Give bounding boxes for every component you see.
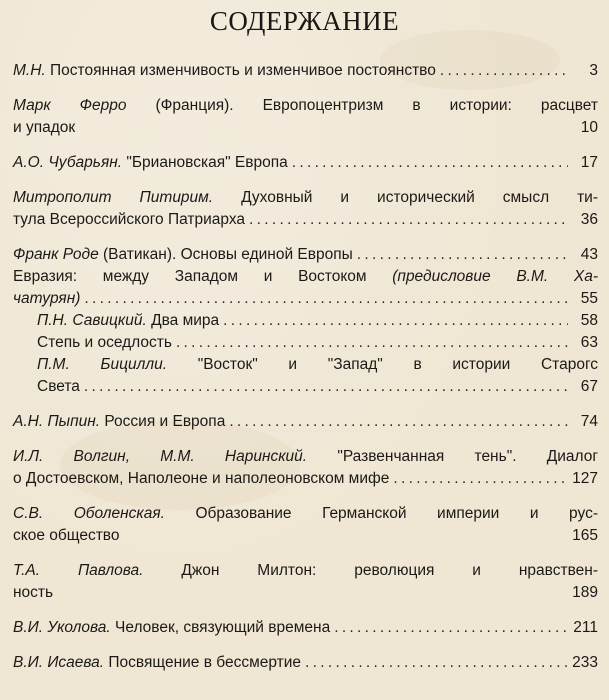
entry-page-number: 43 — [580, 246, 598, 263]
entry-title: (Ватикан). Основы единой Европы — [98, 246, 353, 263]
table-of-contents — [13, 60, 598, 674]
entry-note-continued: чатурян) — [13, 290, 81, 307]
toc-entry[interactable] — [13, 446, 598, 490]
entry-author: В.И. Уколова. — [13, 619, 111, 636]
entry-author: П.Н. Савицкий. — [37, 312, 147, 329]
entry-author: Франк Роде — [13, 246, 99, 263]
toc-entry[interactable] — [13, 95, 598, 139]
dot-leader — [84, 288, 568, 310]
toc-entry[interactable] — [13, 617, 598, 639]
dot-leader — [84, 376, 568, 398]
toc-entry[interactable] — [13, 560, 598, 604]
page-title: СОДЕРЖАНИЕ — [209, 6, 400, 36]
entry-author: С.В. Оболенская. — [13, 505, 165, 522]
entry-author: В.И. Исаева. — [13, 654, 105, 671]
entry-page-number: 3 — [589, 62, 598, 79]
entry-title-continued: тула Всероссийского Патриарха — [13, 211, 246, 228]
dot-leader — [334, 617, 568, 639]
entry-title: Джон Милтон: революция и нравствен- — [143, 562, 598, 579]
entry-page-number: 55 — [580, 290, 598, 307]
entry-page-number: 127 — [572, 470, 598, 487]
dot-leader — [176, 332, 568, 354]
toc-entry[interactable] — [13, 60, 598, 82]
entry-title: "Развенчанная тень". Диалог — [307, 448, 598, 465]
toc-entry[interactable] — [13, 652, 598, 674]
entry-title-continued: о Достоевском, Наполеоне и наполеоновском мифе — [13, 470, 390, 487]
entry-page-number: 189 — [572, 584, 598, 601]
entry-page-number: 74 — [580, 413, 598, 430]
toc-entry[interactable] — [13, 152, 598, 174]
entry-title: "Бриановская" Европа — [122, 154, 288, 171]
entry-author: Марк Ферро — [13, 97, 127, 114]
entry-title: Евразия: между Западом и Востоком — [13, 268, 393, 285]
dot-leader — [292, 152, 568, 174]
entry-title: Степь и оседлость — [37, 334, 172, 351]
dot-leader — [393, 468, 568, 490]
entry-title: Россия и Европа — [100, 413, 226, 430]
entry-author: М.Н. — [13, 62, 46, 79]
toc-subentry[interactable] — [13, 332, 598, 354]
entry-title-continued: ность — [13, 584, 54, 601]
toc-subentry[interactable] — [13, 354, 598, 398]
dot-leader — [357, 244, 568, 266]
entry-title: Два мира — [146, 312, 220, 329]
toc-entry[interactable] — [13, 411, 598, 433]
entry-title: Постоянная изменчивость и изменчивое постоянство — [45, 62, 436, 79]
dot-leader — [249, 209, 568, 231]
entry-author: А.Н. Пыпин. — [13, 413, 101, 430]
entry-page-number: 58 — [580, 312, 598, 329]
dot-leader — [440, 60, 568, 82]
entry-author: И.Л. Волгин, М.М. Наринский. — [13, 448, 308, 465]
entry-title-continued: и упадок — [13, 119, 76, 136]
entry-author: А.О. Чубарьян. — [13, 154, 123, 171]
entry-author: П.М. Бицилли. — [37, 356, 168, 373]
entry-author: Т.А. Павлова. — [13, 562, 144, 579]
toc-entry[interactable] — [13, 187, 598, 231]
entry-page-number: 233 — [572, 654, 598, 671]
entry-title: Духовный и исторический смысл ти- — [213, 189, 598, 206]
entry-page-number: 165 — [572, 527, 598, 544]
entry-page-number: 36 — [580, 211, 598, 228]
dot-leader — [229, 411, 568, 433]
entry-title-continued: ское общество — [13, 527, 120, 544]
entry-author: Митрополит Питирим. — [13, 189, 214, 206]
entry-title: Посвящение в бессмертие — [104, 654, 302, 671]
entry-page-number: 10 — [580, 119, 598, 136]
toc-entry[interactable] — [13, 266, 598, 310]
toc-subentry[interactable] — [13, 310, 598, 332]
toc-entry[interactable] — [13, 503, 598, 547]
entry-title: Человек, связующий времена — [110, 619, 331, 636]
dot-leader — [305, 652, 568, 674]
entry-page-number: 17 — [580, 154, 598, 171]
entry-page-number: 63 — [580, 334, 598, 351]
toc-entry[interactable] — [13, 244, 598, 266]
dot-leader — [223, 310, 568, 332]
entry-title: Образование Германской империи и рус- — [164, 505, 598, 522]
entry-page-number: 211 — [573, 619, 598, 636]
entry-page-number: 67 — [580, 378, 598, 395]
entry-title-continued: Света — [37, 378, 80, 395]
entry-title: (Франция). Европоцентризм в истории: расцвет — [126, 97, 598, 114]
entry-note: (предисловие В.М. Ха- — [392, 268, 598, 285]
entry-title: "Восток" и "Запад" в истории Старогс — [167, 356, 599, 373]
